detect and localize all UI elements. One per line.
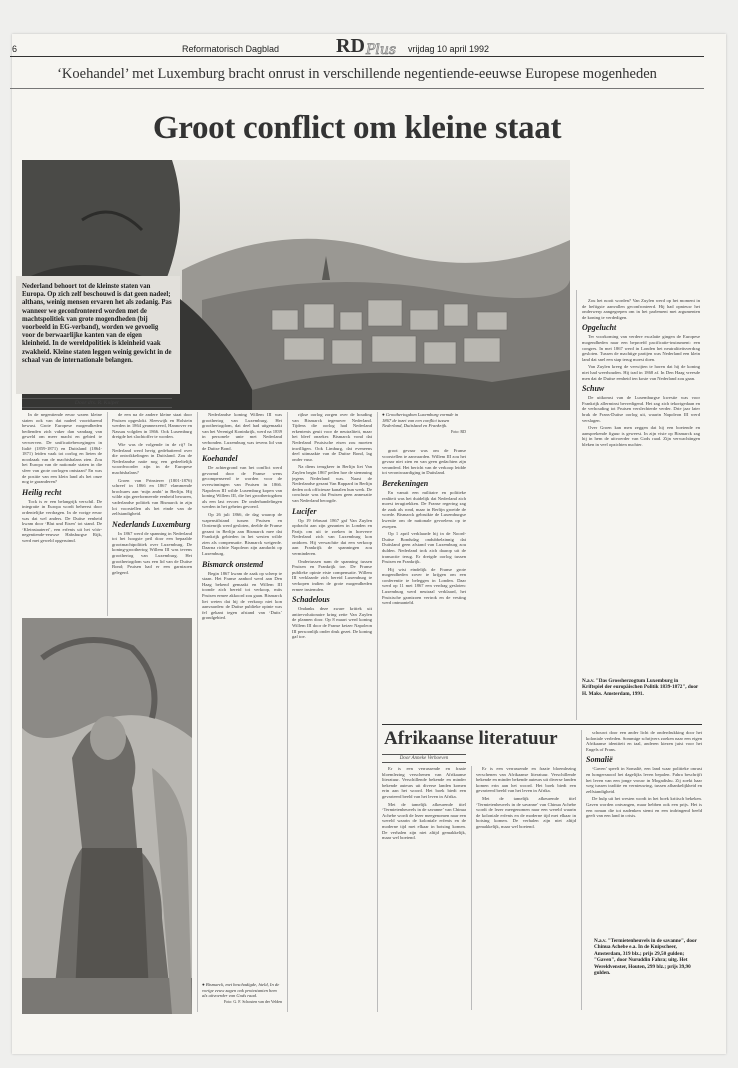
- paragraph: Groen van Prinsterer (1801-1876) schreef in 1866 en 1867 vlammende brochures aan ‘mijn ambt’ in Berlijn. Hij wilde zijn gereformeerde eenheid bewaren, vaderlandse politiek van Bismarck in zijn lot voorstellen als het einde van de zelfstandigheid.: [112, 477, 192, 517]
- text-column-2: [112, 412, 192, 616]
- paragraph: Op 19 februari 1867 gaf Van Zuylen opdracht aan zijn gezanten in Londen en Parijs om uit te zoeken in hoeverre Nederland zich van Luxemburg kon ontdoen. Hij verwachtte dat een verkoop aan Frankrijk de spanningen zou verminderen.: [292, 517, 372, 557]
- paragraph: De achtergrond van het conflict werd gevormd door de Franse wens gecompenseerd te worden voor de overwinningen van Pruisen in 1866. Napoleon III wilde Luxemburg kopen van koning Willem III, die het groothertogdom als een last ervoer. De onderhandelingen werden in het geheim gevoerd.: [202, 465, 282, 510]
- book-reference-2: N.a.v. "Termietenheuvels in de savanne", door Chinua Achebe e.a. In de Knipscheer, Amsterdam, 319 blz.; prijs 29,50 gulden; "Gaven", door Nuruddin Fahra; uitg. Het Wereldvenster, Houten, 299 blz.; prijs 39,90 gulden.: [594, 938, 697, 977]
- text-column-9: [586, 730, 702, 930]
- column-divider: [471, 766, 472, 1010]
- paragraph: Op 26 juli 1866, de dag waarop de wapenstilstand tussen Pruisen en Oostenrijk werd gesloten, deelde de Franse gezant in Berlijn aan Bismarck mee dat Frankrijk gebieden in het westen wilde zien als compensatie. Bismarck weigerde. Daarna richtte Napoleon zijn aandacht op Luxemburg.: [202, 511, 282, 557]
- paragraph: Over Groen kan men zeggen dat hij een boeiende en aansprekende figuur is geweest. In zijn visie op Bismarck zag hij in hem de uitvoerder van Gods raad. Zijn verwachtingen bleken in veel opzichten nuchter.: [582, 425, 700, 447]
- subhead-lucifer: Lucifer: [292, 506, 317, 516]
- paragraph: Op 1 april verklaarde hij in de Noord-Duitse Bondsdag ondubbelzinnig dat Duitsland geen afstand van Luxemburg zou dulden. Nederland trok zich daarop uit de transactie terug. Er dreigde oorlog tussen Pruisen en Frankrijk.: [382, 531, 466, 565]
- column-divider: [581, 730, 582, 1010]
- paragraph: Ter voorkoming van verdere escalatie gingen de Europese mogendheden naar een beproefd pacificatie-instrument: een congres. In mei 1867 werd in Londen het neutraliteitsverdrag gesloten. Tussen de machtige partijen was Nederland een klein land dat snel een stap terug moest doen.: [582, 334, 700, 362]
- text-column-3: [202, 412, 282, 978]
- paragraph: schouwt door een ander licht de onderdrukking door het koloniale verleden. Sommige schrijvers zoeken naar een eigen Afrikaanse identiteit en taal, anderen kiezen juist voor het Engels of Frans.: [586, 730, 702, 752]
- paragraph: Ondanks deze zware kritiek uit antirevolutionaire kring zette Van Zuylen de plannen door. Op 8 maart werd koning Willem III door de Franse keizer Napoleon III persoonlijk onder druk gezet. De koning gaf toe.: [292, 606, 372, 640]
- second-article-headline: Afrikaanse literatuur: [384, 728, 558, 749]
- kicker-rule: [10, 88, 704, 89]
- paragraph: Van Zuylen kreeg de verwijten te horen dat hij de koning niet had weerhouden. Hij trad in 1868 af. In Den Haag vreesde men dat de Duitse eenheid ten koste van Nederland zou gaan.: [582, 364, 700, 381]
- rd-plus-logo: [330, 32, 420, 58]
- subhead-koehandel: Koehandel: [202, 454, 238, 464]
- column-divider: [107, 412, 108, 616]
- paragraph: In de negentiende eeuw waren kleine staten ook van dat nadeel voortdurend bewust. Grote Europese mogendheden bedienden zich vaker dan vandaag van geweld om meer macht en gebied te verwerven. De unificatiebewegingen in Italië (1859-1871) en Duitsland (1864-1871) leiden vaak tot oorlog en lieten de noodzaak van de machtsbalans zien. Zou het Europa van de nationale staten in die sfeer van grote oorlogen ontstaan? En was de positie van een klein land als het onze nog te garanderen?: [22, 412, 102, 485]
- paragraph: Wie was de volgende in de rij? In Nederland werd hevig gedebatteerd over die ontwikkelingen in Duitsland. Zou de Nederlandse natie nog een gedeeltelijk woordvoorder zijn in de Europese machtsbalans?: [112, 441, 192, 475]
- paragraph: rijkse oorlog zorgen over de houding van Bismarck tegenover Nederland. Tijdens die oorlog had Nederland erkentenis geuit voor de neutraliteit, maar het bleef onzeker. Bismarck vond dat Nederland Pruisische eisen zou moeten inwilligen. Ook Limburg, dat eveneens deel uitmaakte van de Duitse Bond, lag onder vuur.: [292, 412, 372, 462]
- bismarck-photo-credit: Foto: G. F. Schouten van der Velden: [223, 998, 282, 1004]
- text-column-7: [382, 766, 466, 1010]
- column-divider: [377, 412, 378, 1012]
- paragraph: Nederlandse koning Willem III was groothertog van Luxemburg. Het groothertogdom, dat deel had uitgemaakt van het Verenigd Koninkrijk, werd na 1839 in personele unie met Nederland verbonden. Luxemburg was tevens lid van de Duitse Bond.: [202, 412, 282, 451]
- article-intro: Nederland behoort tot de kleinste staten van Europa. Op zich zelf beschouwd is dat geen nadeel; althans, weinig mensen ervaren het als zodanig. Pas wanneer we geconfronteerd worden met de machtspolitiek van grote mogendheden (bij voorbeeld in EG-verband), worden we gevoelig voor de berwaarlijke kanten van de eigen kleinheid. In de wereldpolitiek is kleinheid vaak zwakheid. Kleine staten leggen weinig gewicht in de schaal van de internationale belangen.: [22, 283, 172, 364]
- book-reference-1: N.a.v. "Das Grossherzogtum Luxemburg in Kriftspiel der europäischen Politik 1839-1872", door H. Maks. Amsterdam, 1991.: [582, 678, 699, 697]
- text-column-8: [476, 766, 576, 1010]
- paragraph: Er is een verrassende en fraaie bloemlezing verschenen van Afrikaanse literatuur. Verschillende bekende en minder bekende auteurs uit diverse landen komen erin aan het woord. Het boek biedt een gevarieerd beeld van het leven in Afrika.: [382, 766, 466, 799]
- publication-date: vrijdag 10 april 1992: [408, 44, 490, 54]
- luxemburg-caption-text: ● Groothertogdom Luxemburg vormde in 1867 de inzet van een conflict tussen Nederland, Duitsland en Frankrijk.: [382, 412, 459, 429]
- paragraph: Ondertussen nam de spanning tussen Pruisen en Frankrijk toe. De Franse publieke opinie eiste compensatie. Willem III verklaarde zich bereid Luxemburg te verkopen indien de grote mogendheden ermee instemden.: [292, 558, 372, 592]
- paragraph: De hulp uit het westen wordt in het boek kritisch bekeken. Gaven worden ontvangen, maar hebben ook een prijs. Het is een roman die tot nadenken stemt en een indringend beeld geeft van een land in crisis.: [586, 796, 702, 819]
- bismarck-photo: [22, 618, 192, 1014]
- text-column-5: [382, 448, 466, 720]
- bismarck-caption: [202, 982, 282, 1004]
- paragraph: Er is een verrassende en fraaie bloemlezing verschenen van Afrikaanse literatuur. Verschillende bekende en minder bekende auteurs uit diverse landen komen erin aan het woord. Het boek biedt een gevarieerd beeld van het leven in Afrika.: [476, 766, 576, 794]
- bismarck-caption-text: ● Bismarck, met beschadigde, hield, In de vorige eeuw zagen ook protestanten hem als uitvoerder van Gods raad.: [202, 982, 280, 999]
- paragraph: Met de tamelijk afkeurende titel ‘Termietenheuvels in de savanne’ van Chinua Achebe wordt de lezer meegenomen naar een wereld waarin de koloniale erfenis en de moderne tijd met elkaar in botsing komen. De verhalen zijn niet altijd gemakkelijk, maar wel boeiend.: [476, 795, 576, 829]
- article-headline: Groot conflict om kleine staat: [152, 110, 562, 146]
- paragraph: groot gevaar was om de Franse voorstellen te aanvaarden. Willem III zou het gevaar niet zien en van geen gedachten zijn veranderd. Het bericht van de verkoop leidde tot verontwaardiging in Duitsland.: [382, 448, 466, 476]
- article-byline: Door drs. R. Kuiper: [22, 398, 172, 408]
- paragraph: Na diens terugkeer in Berlijn liet Van Zuylen begin 1867 peilen hoe de stemming jegens Nederland was. Naast de Nederlandse gezant Van Rappard in Berlijn deden ook officieuze kanalen hun werk. De conclusie was dat Pruisen geen annexatie van Nederland beoogde.: [292, 464, 372, 503]
- subhead-bismarck-onstemd: Bismarck onstemd: [202, 559, 264, 569]
- subhead-schuw: Schuw: [582, 384, 605, 394]
- paragraph: Begin 1867 kwam de zaak op scherp te staan. Het Franse aanbod werd aan Den Haag bekend gemaakt en Willem III toonde zich bereid tot verkoop, mits Pruisen ermee akkoord zou gaan. Bismarck liet weten dat hij de verkoop niet kon aanvaarden: de Duitse publieke opinie was fel gekant tegen afstand van ‘Duits’ grondgebied.: [202, 570, 282, 621]
- page-number: 6: [12, 44, 18, 54]
- subhead-somalie: Somalië: [586, 755, 613, 765]
- paragraph: Met de tamelijk afkeurende titel ‘Termietenheuvels in de savanne’ van Chinua Achebe wordt de lezer meegenomen naar een wereld waarin de koloniale erfenis en de moderne tijd met elkaar in botsing komen. De verhalen zijn niet altijd gemakkelijk, maar wel boeiend.: [382, 801, 466, 841]
- rd-logo-letters: RD: [336, 35, 365, 57]
- luxemburg-photo-credit: Foto: RD: [450, 428, 466, 434]
- column-divider: [576, 290, 577, 720]
- text-column-6: [582, 298, 700, 668]
- paragraph: En vanuit een militaire en politieke realiteit was het duidelijk dat Nederland zich moest terugtrekken. De Franse regering zag de zaak als rond, maar in Berlijn groeide de woede. Bismarck gebruikte de Luxemburgse kwestie om de nationale gevoelens op te zwepen.: [382, 489, 466, 529]
- paragraph: In 1867 werd de spanning in Nederland tot het hoogste peil door een bepaalde grootmachtpolitiek over Luxemburg. De koning-groothertog Willem III was tevens groothertog van Luxemburg. Het groothertogdom was een lid van de Duitse Bond; Pruisen had er een garnizoen gelegerd.: [112, 530, 192, 575]
- rd-logo-script: Plus: [366, 42, 397, 58]
- subhead-nederlands-luxemburg: Nederlands Luxemburg: [112, 519, 191, 529]
- column-divider: [197, 412, 198, 1012]
- paragraph: Tock is er een belangrijk verschil. De integratie in Europa wordt beheerst door ordentelijke verdragen. In de vorige eeuw was dat wel anders. De Duitse eenheid kwam door ‘Blut und Eisen’ tot stand. De ‘Kleinstaaterei’, een erfenis uit het vóór-negentiende-eeuwse Habsburgse Rijk, werd met geweld opgeruimd.: [22, 498, 102, 543]
- paragraph: De uitkomst van de Luxemburgse kwestie was voor Frankrijk allerminst bevredigend. Het zag zich tekortgedaan en de verhouding tot Pruisen verslechterde verder. Drie jaar later brak de Frans-Duitse oorlog uit, waarin Napoleon III werd verslagen.: [582, 395, 700, 423]
- second-article-rule: [382, 724, 702, 725]
- subhead-berekeningen: Berekeningen: [382, 478, 429, 488]
- paragraph: Hij wist eindelijk de Franse grote mogendheden zover te krijgen om een conferentie te beleggen in Londen. Daar werd op 11 mei 1867 een verdrag gesloten: Luxemburg werd neutraal verklaard, het Pruisische garnizoen vertrok en de vesting werd ontmanteld.: [382, 566, 466, 606]
- subhead-opgelucht: Opgelucht: [582, 323, 617, 333]
- paragraph: Zou het nooit worden? Van Zuylen werd op het moment in de heftigste aanvallen geconfronteerd. Hij had opnieuw het onderwerp aangegrepen om in het parlement met argumenten de koning te verdedigen.: [582, 298, 700, 320]
- second-article-byline: Door Anneke Verhoeven: [382, 754, 466, 763]
- publication-name: Reformatorisch Dagblad: [182, 44, 280, 54]
- column-divider: [287, 412, 288, 1012]
- paragraph: de een na de andere kleine staat door Pruisen opgeslokt. Sleeswijk en Holstein werden in 1864 geannexeerd, Hannover en Nassau volgden in 1866. Ook Luxemburg dreigde het slachtoffer te worden.: [112, 412, 192, 440]
- text-column-4: [292, 412, 372, 1016]
- text-column-1: [22, 412, 102, 616]
- luxemburg-caption: [382, 412, 466, 434]
- subhead-heilig-recht: Heilig recht: [22, 487, 62, 497]
- paragraph: ‘Gaven’ speelt in Somalië, een land waar politieke onrust en hongersnood het dagelijks leven bepalen. Fahra beschrijft het leven van een jonge vrouw in Mogadishu. Zij zoekt haar weg tussen traditie en vernieuwing, tussen afhankelijkheid en zelfstandigheid.: [586, 766, 702, 794]
- subhead-schadelous: Schadelous: [292, 595, 330, 605]
- article-kicker: ‘Koehandel’ met Luxemburg bracht onrust in verschillende negentiende-eeuwse Europese mogenheden: [57, 66, 657, 82]
